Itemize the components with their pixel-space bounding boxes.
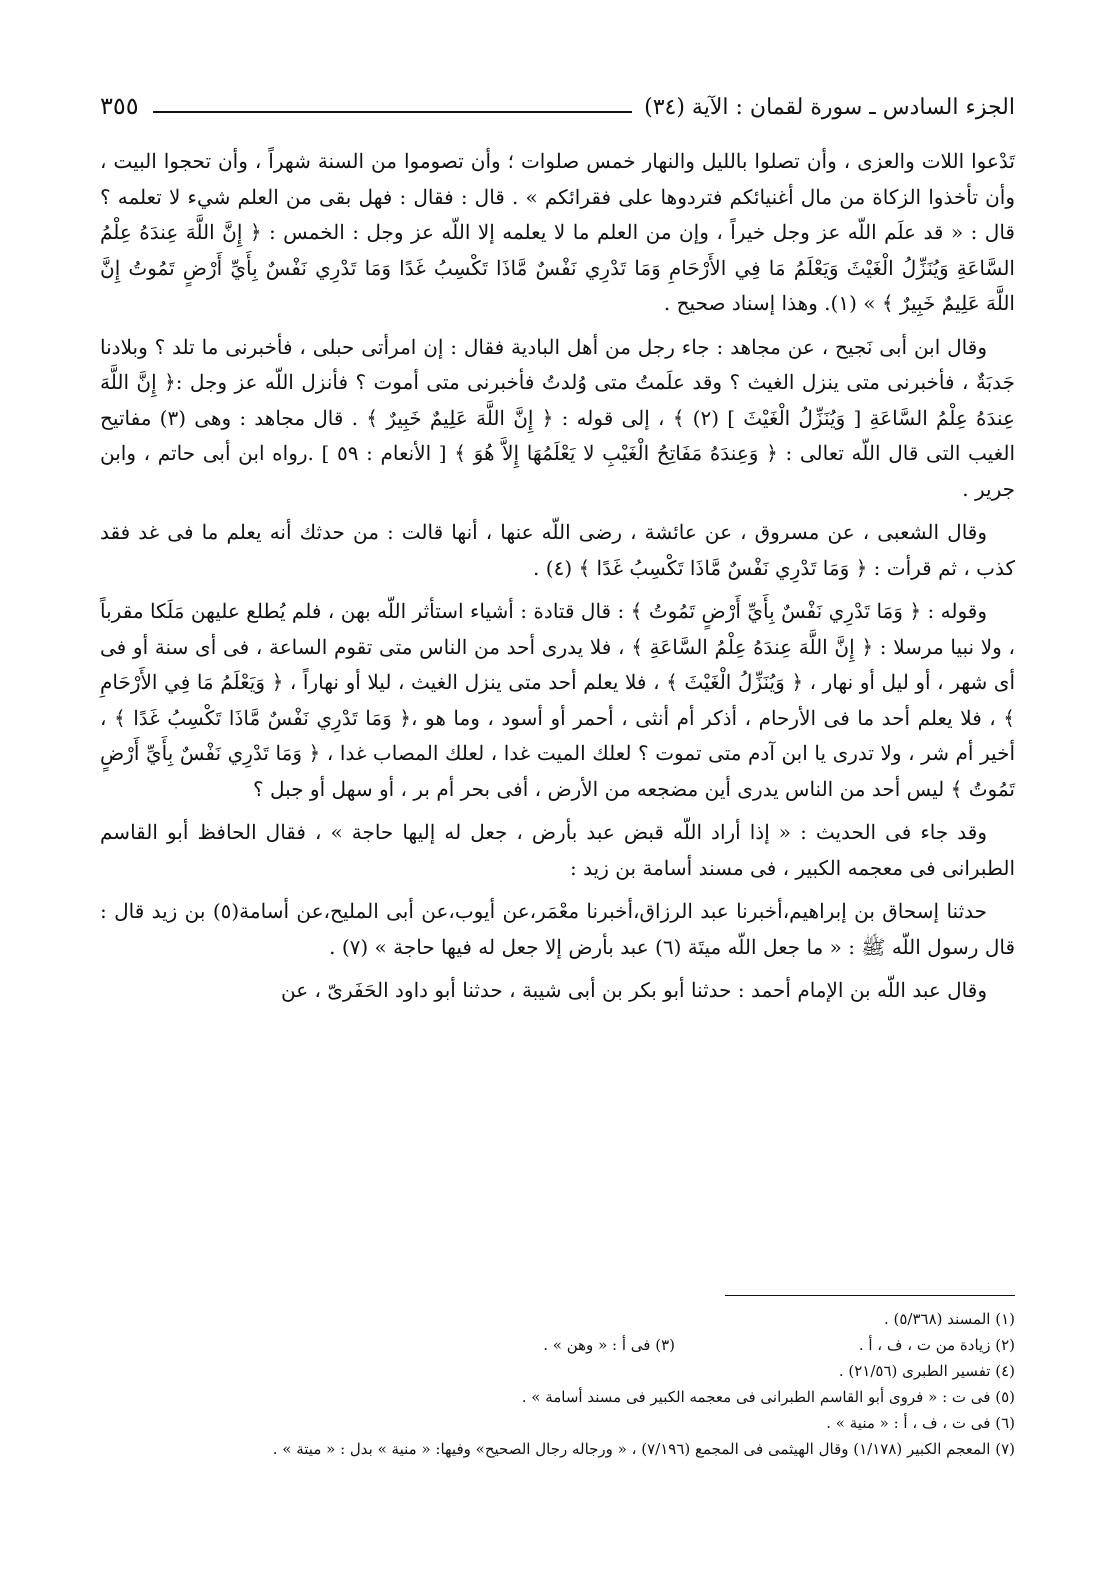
paragraph: وقد جاء فى الحديث : « إذا أراد اللّه قبض عبد بأرض ، جعل له إليها حاجة » ، فقال الحافظ أبو القاسم الطبرانى فى معجمه الكبير ، فى مسند أسامة بن زيد :	[100, 820, 1015, 880]
footnote-1: (١) المسند (٥/٣٦٨) .	[883, 1310, 1015, 1328]
footnote-5: (٥) فى ت : « فروى أبو القاسم الطبرانى فى معجمه الكبير فى مسند أسامة » .	[521, 1388, 1015, 1406]
page-number: ٣٥٥	[100, 92, 139, 120]
footnote-3: (٣) فى أ : « وهن » .	[543, 1336, 675, 1354]
running-header	[100, 78, 1015, 120]
paragraph: وقال الشعبى ، عن مسروق ، عن عائشة ، رضى اللّه عنها ، أنها قالت : من حدثك أنه يعلم ما فى غد فقد كذب ، ثم قرأت : ﴿ وَمَا تَدْرِي نَفْسٌ مَّاذَا تَكْسِبُ غَدًا ﴾ (٤) .	[100, 520, 1015, 580]
header-title: الجزء السادس ـ سورة لقمان : الآية (٣٤)	[644, 95, 1015, 120]
main-text	[100, 144, 1015, 1009]
footnotes	[100, 1295, 1015, 1462]
footnote-2: (٢) زيادة من ت ، ف ، أ .	[858, 1336, 1015, 1354]
paragraph: وقوله : ﴿ وَمَا تَدْرِي نَفْسٌ بِأَيِّ أَرْضٍ تَمُوتُ ﴾ : قال قتادة : أشياء استأثر اللّه بهن ، فلم يُطلع عليهن مَلَكا مقرباً ، ولا نبيا مرسلا : ﴿ إِنَّ اللَّهَ عِندَهُ عِلْمُ السَّاعَةِ ﴾ ، فلا يدرى أحد من الناس متى تقوم الساعة ، فى أى سنة أو فى أى شهر ، أو ليل أو نهار ، ﴿ وَيُنَزِّلُ الْغَيْثَ ﴾ ، فلا يعلم أحد متى ينزل الغيث ، ليلا أو نهاراً ، ﴿ وَيَعْلَمُ مَا فِي الأَرْحَامِ ﴾ ، فلا يعلم أحد ما فى الأرحام ، أذكر أم أنثى ، أحمر أو أسود ، وما هو ،﴿ وَمَا تَدْرِي نَفْسٌ مَّاذَا تَكْسِبُ غَدًا ﴾ ، أخير أم شر ، ولا تدرى يا ابن آدم متى تموت ؟ لعلك الميت غدا ، لعلك المصاب غدا ، ﴿ وَمَا تَدْرِي نَفْسٌ بِأَيِّ أَرْضٍ تَمُوتُ ﴾ ليس أحد من الناس يدرى أين مضجعه من الأرض ، أفى بحر أم بر ، أو سهل أو جبل ؟	[100, 599, 1015, 801]
header-rule	[153, 111, 632, 113]
paragraph: تَدْعوا اللات والعزى ، وأن تصلوا بالليل والنهار خمس صلوات ؛ وأن تصوموا من السنة شهراً ، وأن تحجوا البيت ، وأن تأخذوا الزكاة من مال أغنيائكم فتردوها على فقرائكم » . قال : فقال : فهل بقى من العلم شيء لا تعلمه ؟ قال : « قد علَم اللّه عز وجل خيراً ، وإن من العلم ما لا يعلمه إلا اللّه عز وجل : الخمس : ﴿ إِنَّ اللَّهَ عِندَهُ عِلْمُ السَّاعَةِ وَيُنَزِّلُ الْغَيْثَ وَيَعْلَمُ مَا فِي الأَرْحَامِ وَمَا تَدْرِي نَفْسٌ مَّاذَا تَكْسِبُ غَدًا وَمَا تَدْرِي نَفْسٌ بِأَيِّ أَرْضٍ تَمُوتُ إِنَّ اللَّهَ عَلِيمٌ خَبِيرٌ ﴾ » (١). وهذا إسناد صحيح .	[100, 149, 1016, 315]
footnote-7: (٧) المعجم الكبير (١/١٧٨) وقال الهيثمى فى المجمع (٧/١٩٦) ، « ورجاله رجال الصحيح» وفيها: « منية » بدل : « ميتة » .	[272, 1440, 1015, 1458]
footnote-row	[100, 1332, 1015, 1358]
paragraph: وقال عبد اللّه بن الإمام أحمد : حدثنا أبو بكر بن أبى شيبة ، حدثنا أبو داود الحَفَرىّ ، عن	[280, 978, 987, 1002]
footnote-rule-wrap	[100, 1295, 1015, 1306]
footnote-4: (٤) تفسير الطبرى (٢١/٥٦) .	[838, 1362, 1015, 1380]
footnote-rule	[725, 1295, 1015, 1296]
footnote-6: (٦) فى ت ، ف ، أ : « منية » .	[826, 1414, 1015, 1432]
paragraph: حدثنا إسحاق بن إبراهيم،أخبرنا عبد الرزاق،أخبرنا معْمَر،عن أيوب،عن أبى المليح،عن أسامة(٥) بن زيد قال : قال رسول اللّه ﷺ : « ما جعل اللّه ميتَة (٦) عبد بأرض إلا جعل له فيها حاجة » (٧) .	[100, 899, 1015, 959]
paragraph: وقال ابن أبى نَجيح ، عن مجاهد : جاء رجل من أهل البادية فقال : إن امرأتى حبلى ، فأخبرنى ما تلد ؟ وبلادنا جَدبَةٌ ، فأخبرنى متى ينزل الغيث ؟ وقد علَمتُ متى وُلدتُ فأخبرنى متى أموت ؟ فأنزل اللّه عز وجل :﴿ إِنَّ اللَّهَ عِندَهُ عِلْمُ السَّاعَةِ [ وَيُنَزِّلُ الْغَيْثَ ] (٢) ﴾ ، إلى قوله : ﴿ إِنَّ اللَّهَ عَلِيمٌ خَبِيرٌ ﴾ . قال مجاهد : وهى (٣) مفاتيح الغيب التى قال اللّه تعالى : ﴿ وَعِندَهُ مَفَاتِحُ الْغَيْبِ لا يَعْلَمُهَا إِلاَّ هُوَ ﴾ [ الأنعام : ٥٩ ] .رواه ابن أبى حاتم ، وابن جرير .	[100, 334, 1015, 501]
